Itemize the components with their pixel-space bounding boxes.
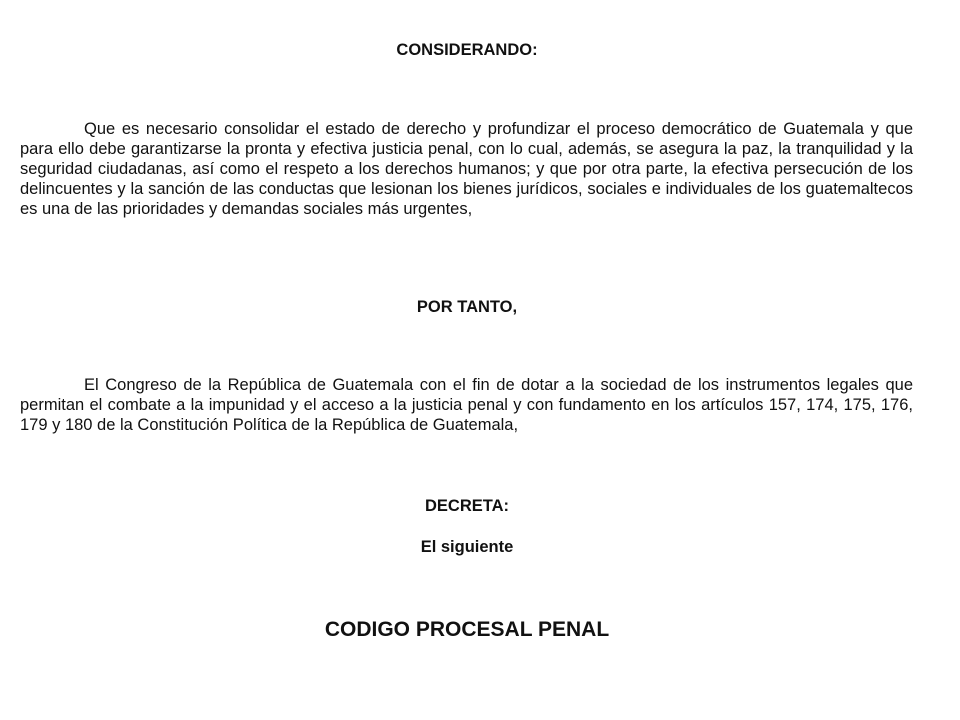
por-tanto-heading: POR TANTO, bbox=[416, 298, 518, 316]
considerando-paragraph: Que es necesario consolidar el estado de derecho y profundizar el proceso democrático de Guatemala y que para ello debe garantizarse la pronta y efectiva justicia penal, con lo cual, además, se asegura la paz, la tranquilidad y la seguridad ciudadanas, así como el respeto a los derechos humanos; y que por otra parte, la efectiva persecución de los delincuentes y la sanción de las conductas que lesionan los bienes jurídicos, sociales e individuales de los guatemaltecos es una de las prioridades y demandas sociales más urgentes, bbox=[20, 120, 913, 218]
considerando-heading: CONSIDERANDO: bbox=[396, 41, 538, 59]
code-title: CODIGO PROCESAL PENAL bbox=[324, 618, 610, 641]
siguiente-heading: El siguiente bbox=[420, 538, 514, 556]
decreta-heading: DECRETA: bbox=[424, 497, 510, 515]
por-tanto-paragraph: El Congreso de la República de Guatemala con el fin de dotar a la sociedad de los instrumentos legales que permitan el combate a la impunidad y el acceso a la justicia penal y con fundamento en los artículos 157, 174, 175, 176, 179 y 180 de la Constitución Política de la República de Guatemala, bbox=[20, 376, 913, 434]
